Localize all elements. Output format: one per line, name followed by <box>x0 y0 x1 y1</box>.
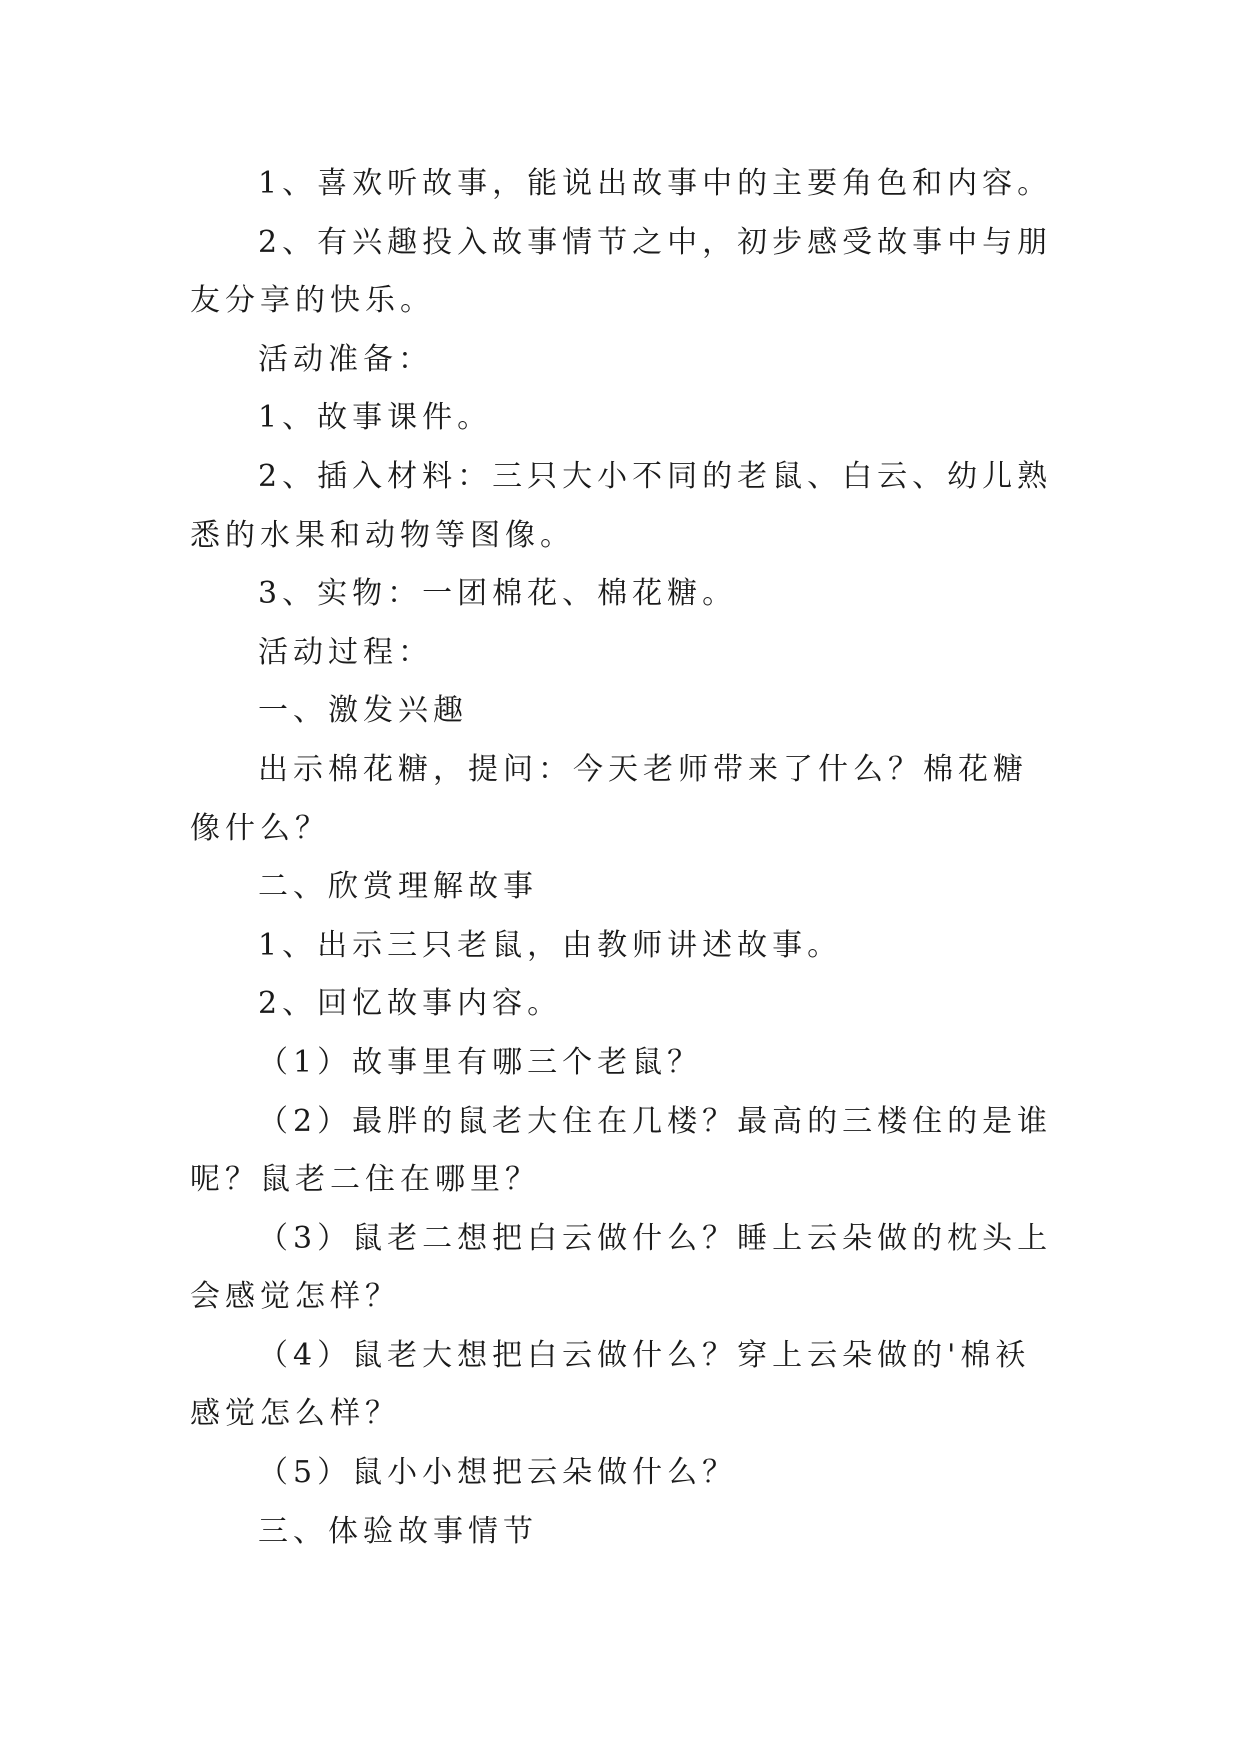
question-item: （3）鼠老二想把白云做什么？睡上云朵做的枕头上会感觉怎样？ <box>190 1220 1053 1315</box>
document-body <box>190 155 1062 1561</box>
question-item: （4）鼠老大想把白云做什么？穿上云朵做的'棉袄感觉怎么样？ <box>190 1337 1031 1432</box>
paragraph: 1、喜欢听故事，能说出故事中的主要角色和内容。 <box>258 166 1053 201</box>
paragraph: 2、有兴趣投入故事情节之中，初步感受故事中与朋友分享的快乐。 <box>190 224 1053 319</box>
question-item: （1）故事里有哪三个老鼠？ <box>258 1044 703 1080</box>
question-item: （2）最胖的鼠老大住在几楼？最高的三楼住的是谁呢？鼠老二住在哪里？ <box>190 1103 1053 1198</box>
section-heading: 活动过程： <box>258 634 433 670</box>
paragraph: 1、出示三只老鼠，由教师讲述故事。 <box>258 927 843 963</box>
question-item: （5）鼠小小想把云朵做什么？ <box>258 1455 738 1491</box>
paragraph: 2、回忆故事内容。 <box>258 986 563 1022</box>
paragraph: 3、实物：一团棉花、棉花糖。 <box>258 576 738 612</box>
paragraph: 1、故事课件。 <box>258 400 493 436</box>
paragraph: 2、插入材料：三只大小不同的老鼠、白云、幼儿熟悉的水果和动物等图像。 <box>190 458 1053 553</box>
section-heading: 二、欣赏理解故事 <box>258 869 538 905</box>
section-heading: 三、体验故事情节 <box>258 1513 538 1549</box>
section-heading: 一、激发兴趣 <box>258 693 468 729</box>
paragraph: 出示棉花糖，提问：今天老师带来了什么？棉花糖像什么？ <box>190 751 1028 846</box>
section-heading: 活动准备： <box>258 341 433 377</box>
